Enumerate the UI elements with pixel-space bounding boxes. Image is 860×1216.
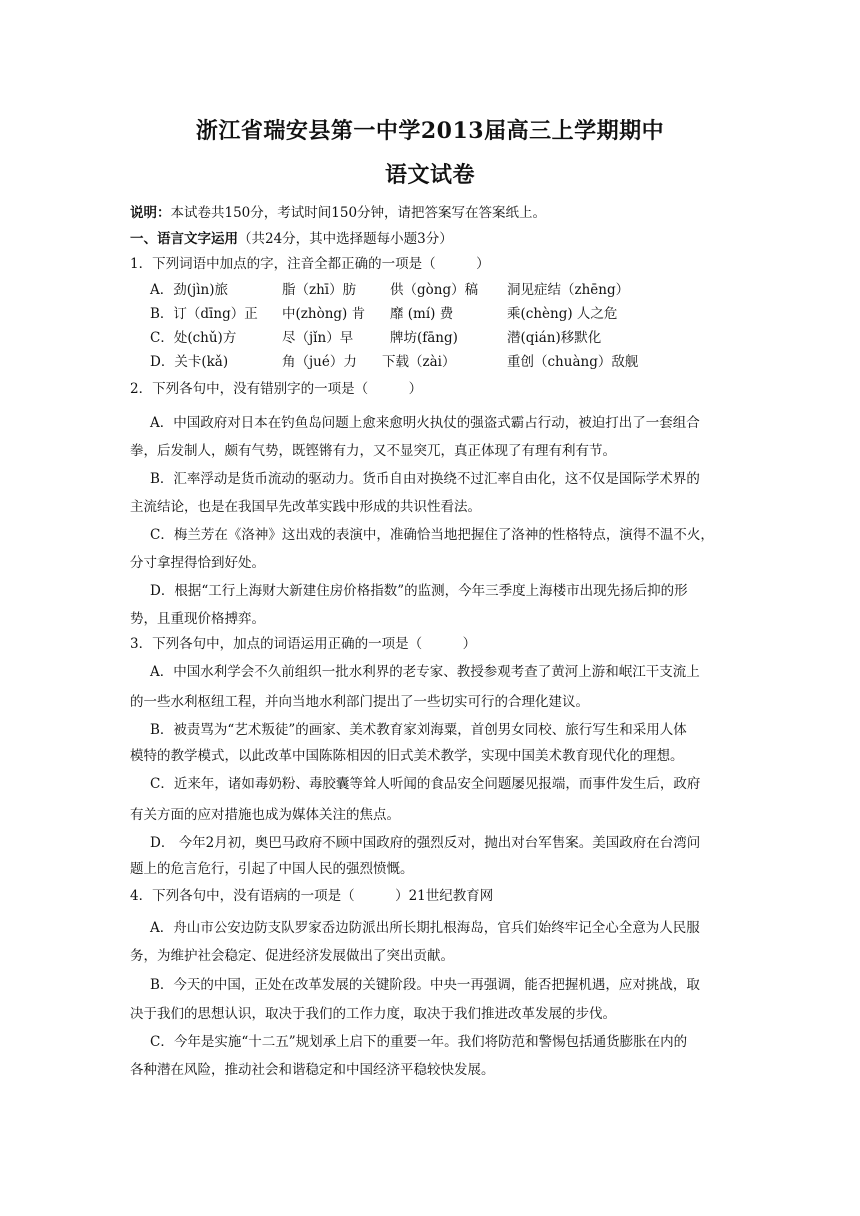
instructions <box>130 201 546 221</box>
q1-b-item1: B．订（dīng）正 <box>150 306 258 322</box>
q3-option-a-line1: A．中国水利学会不久前组织一批水利界的老专家、教授参观考查了黄河上游和岷江干支流上 <box>150 664 700 680</box>
q4-option-a-line1: A．舟山市公安边防支队罗家岙边防派出所长期扎根海岛，官兵们始终牢记全心全意为人民服 <box>150 920 700 936</box>
q4-option-c-line1: C．今年是实施“十二五”规划承上启下的重要一年。我们将防范和警惕包括通货膨胀在内的 <box>150 1034 688 1050</box>
q4-option-b-line2: 决于我们的思想认识，取决于我们的工作力度，取决于我们推进改革发展的步伐。 <box>130 1006 616 1022</box>
q2-option-d-line2: 势，且重现价格搏弈。 <box>130 611 265 627</box>
q1-b-item2: 中(zhòng) 肯 <box>282 306 366 322</box>
q3-option-d-line1: D． 今年2月初，奥巴马政府不顾中国政府的强烈反对，抛出对台军售案。美国政府在台湾问 <box>150 835 701 851</box>
q3-option-b-line1: B．被责骂为“艺术叛徒”的画家、美术教育家刘海粟，首创男女同校、旅行写生和采用人体 <box>150 722 687 738</box>
q2-option-c-line1: C．梅兰芳在《洛神》这出戏的表演中，准确恰当地把握住了洛神的性格特点，演得不温不火， <box>150 527 714 543</box>
q1-d-item4: 重创（chuàng）敌舰 <box>507 354 639 370</box>
q1-a-item3: 供（gòng）稿 <box>390 282 479 298</box>
q1-a-item2: 脂（zhī）肪 <box>282 282 357 298</box>
q3-option-d-line2: 题上的危言危行，引起了中国人民的强烈愤慨。 <box>130 861 414 877</box>
q1-stem: 1．下列词语中加点的字，注音全都正确的一项是（ ） <box>130 256 490 272</box>
q2-option-a-line2: 拳，后发制人，颇有气势，既铿锵有力，又不显突兀，真正体现了有理有利有节。 <box>130 443 616 459</box>
q3-option-b-line2: 模特的教学模式，以此改革中国陈陈相因的旧式美术教学，实现中国美术教育现代化的理想。 <box>130 748 684 764</box>
q1-b-item4: 乘(chèng) 人之危 <box>507 306 618 322</box>
q2-option-b-line2: 主流结论，也是在我国早先改革实践中形成的共识性看法。 <box>130 499 481 515</box>
q1-a-item1: A．劲(jìn)旅 <box>150 282 228 298</box>
q3-option-c-line1: C．近来年，诸如毒奶粉、毒胶囊等耸人听闻的食品安全问题屡见报端，而事件发生后，政府 <box>150 776 701 792</box>
q3-option-c-line2: 有关方面的应对措施也成为媒体关注的焦点。 <box>130 807 400 823</box>
q1-c-item3: 牌坊(fāng) <box>390 330 458 346</box>
q2-option-d-line1: D．根据“工行上海财大新建住房价格指数”的监测，今年三季度上海楼市出现先扬后抑的形 <box>150 583 688 599</box>
q2-option-b-line1: B．汇率浮动是货币流动的驱动力。货币自由对换绕不过汇率自由化，这不仅是国际学术界的 <box>150 471 700 487</box>
q1-d-item2: 角（jué）力 <box>282 354 357 370</box>
q4-option-a-line2: 务，为维护社会稳定、促进经济发展做出了突出贡献。 <box>130 948 454 964</box>
q2-stem: 2．下列各句中，没有错别字的一项是（ ） <box>130 381 423 397</box>
q1-d-item1: D．关卡(kǎ) <box>150 354 229 370</box>
q4-option-b-line1: B．今天的中国，正处在改革发展的关键阶段。中央一再强调，能否把握机遇，应对挑战，取 <box>150 977 700 993</box>
section1-note: （共24分，其中选择题每小题3分） <box>238 231 453 247</box>
q1-c-item4: 潜(qián)移默化 <box>507 330 602 346</box>
exam-title-line2: 语文试卷 <box>384 162 475 188</box>
q4-option-c-line2: 各种潜在风险，推动社会和谐稳定和中国经济平稳较快发展。 <box>130 1062 495 1078</box>
q1-c-item2: 尽（jǐn）早 <box>282 330 354 346</box>
q1-c-item1: C．处(chǔ)方 <box>150 330 237 346</box>
q2-option-a-line1: A．中国政府对日本在钓鱼岛问题上愈来愈明火执仗的强盗式霸占行动，被迫打出了一套组合 <box>150 415 700 431</box>
q1-d-item3: 下载（zài） <box>382 354 456 370</box>
q3-stem: 3．下列各句中，加点的词语运用正确的一项是（ ） <box>130 636 477 652</box>
section1-heading <box>130 227 453 247</box>
exam-title-line1: 浙江省瑞安县第一中学2013届高三上学期期中 <box>195 118 665 144</box>
q2-option-c-line2: 分寸拿捏得恰到好处。 <box>130 555 265 571</box>
q1-b-item3: 靡 (mí) 费 <box>390 306 454 322</box>
q4-stem: 4．下列各句中，没有语病的一项是（ ）21世纪教育网 <box>130 888 494 904</box>
section1-title: 一、语言文字运用 <box>130 231 238 247</box>
instructions-label: 说明： <box>130 205 171 221</box>
instructions-text: 本试卷共150分，考试时间150分钟，请把答案写在答案纸上。 <box>170 205 547 221</box>
q3-option-a-line2: 的一些水利枢纽工程，并向当地水利部门提出了一些切实可行的合理化建议。 <box>130 694 589 710</box>
q1-a-item4: 洞见症结（zhēng） <box>507 282 630 298</box>
